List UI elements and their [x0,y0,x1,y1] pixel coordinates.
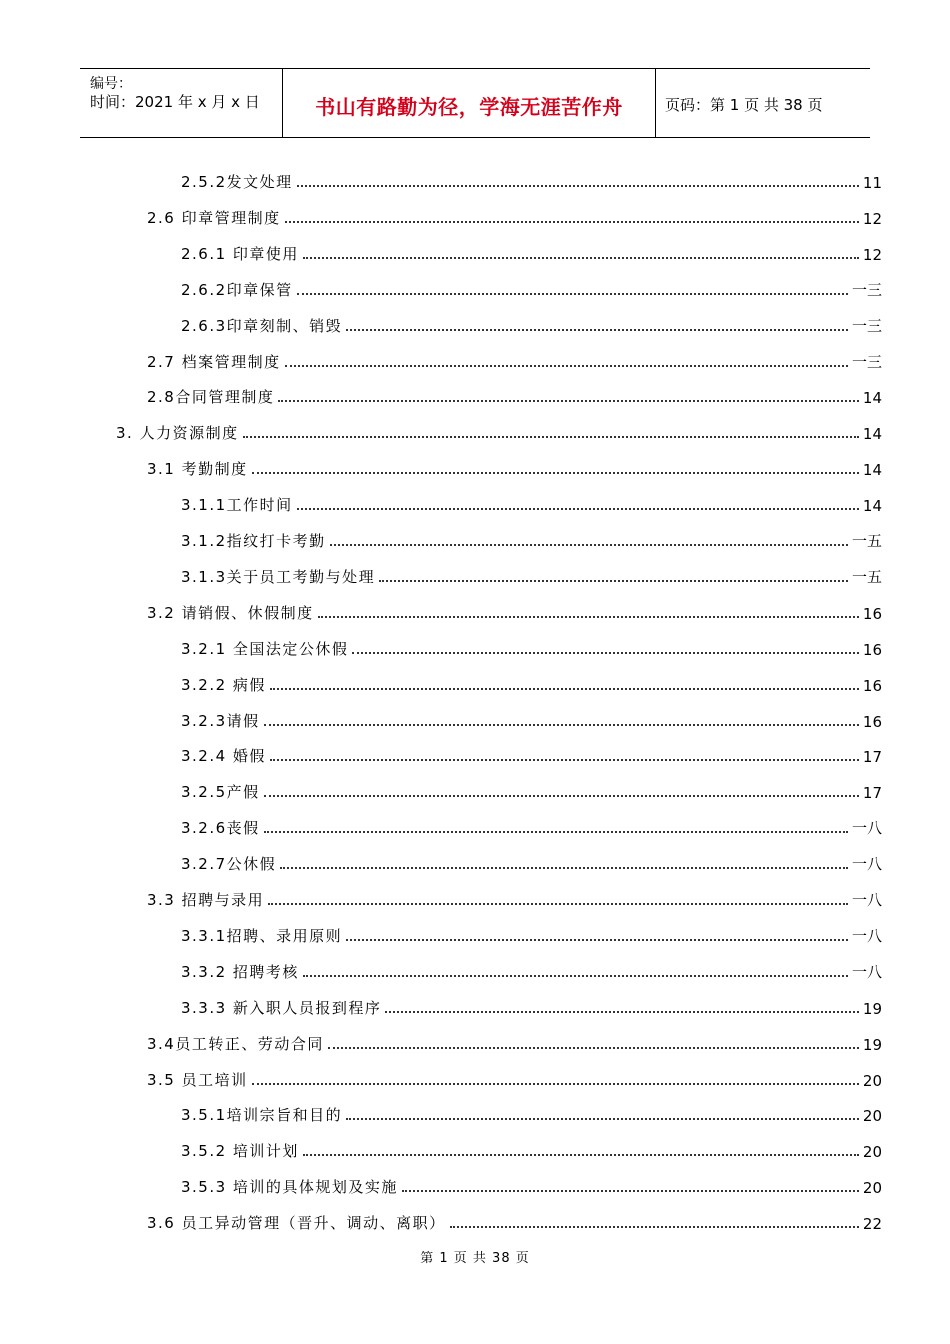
toc-entry[interactable] [181,493,882,515]
toc-entry-page: 19 [862,1035,882,1054]
toc-entry[interactable] [181,960,882,982]
toc-entry[interactable] [147,206,882,228]
toc-leader-dots [450,1226,859,1228]
toc-entry[interactable] [181,1139,882,1161]
toc-entry[interactable] [181,673,882,695]
header-page-cell [655,69,870,137]
toc-leader-dots [243,436,859,438]
page-footer: 第 1 页 共 38 页 [420,1251,530,1266]
toc-entry-label: 3.2.7公休假 [181,855,277,874]
toc-entry[interactable] [181,242,882,264]
toc-entry-page: 16 [862,712,882,731]
toc-entry-label: 2.6.3印章刻制、销毁 [181,316,343,335]
toc-leader-dots [270,688,859,690]
toc-entry-page: 16 [862,604,882,623]
toc-entry[interactable] [181,1103,882,1125]
toc-leader-dots [252,472,859,474]
document-time-label: 时间：2021 年 x 月 x 日 [90,93,260,111]
toc-entry-label: 3.1.3关于员工考勤与处理 [181,567,376,586]
toc-entry-page: 一五 [851,532,882,550]
toc-leader-dots [264,831,848,833]
toc-entry-label: 3.1 考勤制度 [147,460,248,479]
toc-entry-label: 3.2.5产假 [181,783,260,802]
toc-entry[interactable] [181,529,882,551]
toc-entry[interactable] [181,996,882,1018]
toc-entry-label: 3.1.2指纹打卡考勤 [181,532,326,550]
toc-leader-dots [346,1118,859,1120]
toc-entry-page: 14 [862,425,882,444]
toc-entry-label: 3.6 员工异动管理（晋升、调动、离职） [147,1214,446,1233]
toc-entry[interactable] [147,457,882,479]
toc-leader-dots [303,257,859,259]
toc-entry-label: 3.2.4 婚假 [181,747,266,766]
toc-entry-page: 一八 [851,962,882,981]
toc-entry-page: 14 [862,461,882,480]
toc-entry[interactable] [147,1068,882,1090]
toc-entry-page: 20 [862,1179,882,1198]
toc-leader-dots [330,544,848,546]
toc-entry[interactable] [181,278,882,300]
toc-entry-label: 2.6 印章管理制度 [147,208,281,227]
toc-entry[interactable] [181,314,882,336]
toc-leader-dots [264,724,859,726]
toc-entry-page: 20 [862,1107,882,1126]
toc-entry-label: 3.2.2 病假 [181,675,266,694]
toc-entry-label: 3.1.1工作时间 [181,496,293,515]
toc-entry-label: 3.2.6丧假 [181,819,260,838]
toc-entry-label: 3.4员工转正、劳动合同 [147,1034,324,1053]
toc-leader-dots [280,867,848,869]
toc-entry[interactable] [147,1211,882,1233]
toc-leader-dots [264,795,859,797]
toc-entry-page: 20 [862,1143,882,1162]
header-meta-cell [80,69,282,137]
toc-entry-label: 3.3.3 新入职人员报到程序 [181,998,382,1017]
toc-leader-dots [285,365,848,367]
document-header [80,68,870,138]
toc-leader-dots [252,1083,859,1085]
toc-leader-dots [278,400,859,402]
toc-leader-dots [285,221,859,223]
toc-leader-dots [303,1154,859,1156]
toc-entry-page: 20 [862,1071,882,1090]
document-number-label: 编号： [90,76,132,92]
toc-entry-page: 一五 [851,567,882,586]
toc-entry-page: 一三 [851,280,882,299]
toc-leader-dots [297,185,859,187]
toc-entry-page: 16 [862,640,882,659]
toc-entry-page: 22 [862,1215,882,1234]
toc-entry-page: 一三 [851,352,882,371]
toc-entry-page: 一八 [851,891,882,909]
toc-entry-page: 11 [862,174,882,192]
toc-entry-label: 3.3.2 招聘考核 [181,962,299,981]
toc-entry-page: 一八 [851,855,882,874]
toc-entry-page: 17 [862,784,882,803]
toc-entry-page: 12 [862,245,882,264]
toc-entry-label: 3.2.1 全国法定公休假 [181,639,349,658]
toc-entry[interactable] [181,709,882,731]
toc-entry-label: 3.2.3请假 [181,711,260,730]
toc-entry[interactable] [147,385,882,407]
toc-leader-dots [268,903,848,905]
toc-entry-label: 2.7 档案管理制度 [147,352,281,371]
toc-leader-dots [270,759,859,761]
header-motto-cell [282,69,656,137]
toc-entry-label: 2.6.1 印章使用 [181,244,299,263]
toc-entry-label: 3.5.2 培训计划 [181,1142,299,1161]
toc-entry[interactable] [181,816,882,838]
toc-entry-label: 2.5.2发文处理 [181,173,293,191]
toc-entry-label: 3.3.1招聘、录用原则 [181,926,343,945]
toc-leader-dots [328,1047,859,1049]
toc-entry[interactable] [147,1032,882,1054]
toc-entry-page: 14 [862,497,882,516]
toc-entry[interactable] [181,170,882,192]
toc-entry-page: 一三 [851,316,882,335]
toc-entry-page: 16 [862,676,882,695]
toc-entry[interactable] [181,924,882,946]
toc-entry-label: 3.5.1培训宗旨和目的 [181,1106,343,1125]
toc-leader-dots [303,975,848,977]
toc-entry-page: 12 [862,209,882,228]
header-page-info: 页码：第 1 页 共 38 页 [665,96,823,114]
toc-entry-page: 一八 [851,819,882,838]
toc-leader-dots [385,1011,858,1013]
toc-leader-dots [297,293,848,295]
toc-entry-label: 3.2 请销假、休假制度 [147,603,314,622]
toc-entry-page: 17 [862,748,882,767]
toc-entry[interactable] [181,1175,882,1197]
toc-leader-dots [402,1190,859,1192]
toc-entry-label: 3.5.3 培训的具体规划及实施 [181,1178,398,1197]
toc-leader-dots [379,580,848,582]
toc-entry[interactable] [181,780,882,802]
toc-entry-label: 3.3 招聘与录用 [147,891,265,909]
header-motto: 书山有路勤为径，学海无涯苦作舟 [315,95,623,119]
toc-entry-page: 19 [862,999,882,1018]
toc-entry[interactable] [181,852,882,874]
toc-leader-dots [346,939,848,941]
toc-leader-dots [297,508,859,510]
toc-entry-label: 2.8合同管理制度 [147,388,275,407]
toc-leader-dots [346,329,848,331]
toc-entry[interactable] [147,888,882,910]
toc-entry[interactable] [116,421,882,443]
toc-entry-label: 2.6.2印章保管 [181,280,293,299]
toc-entry[interactable] [181,637,882,659]
toc-leader-dots [352,652,858,654]
toc-entry-page: 14 [862,389,882,408]
toc-entry[interactable] [181,565,882,587]
toc-entry[interactable] [147,601,882,623]
toc-entry[interactable] [181,744,882,766]
toc-leader-dots [318,616,859,618]
toc-entry-label: 3. 人力资源制度 [116,424,239,443]
toc-entry-page: 一八 [851,926,882,945]
toc-entry-label: 3.5 员工培训 [147,1070,248,1089]
toc-entry[interactable] [147,350,882,372]
